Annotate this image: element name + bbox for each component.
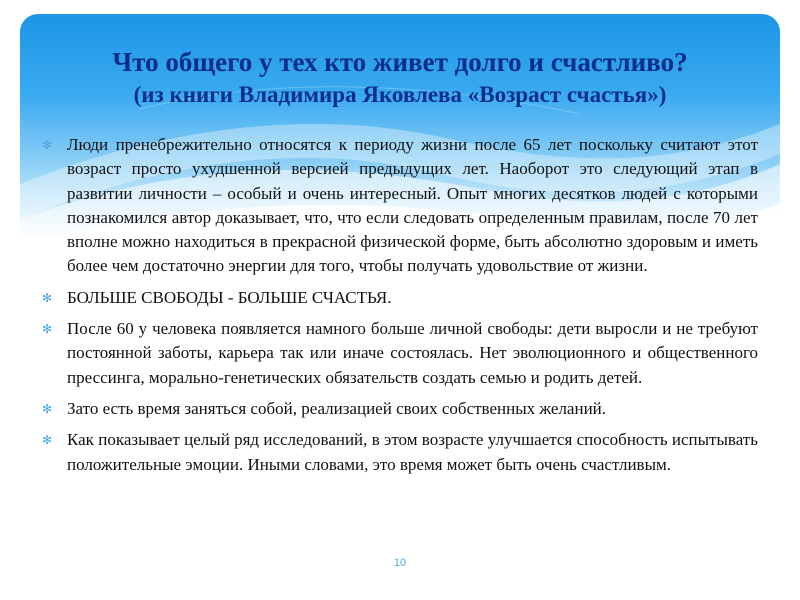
slide-title xyxy=(40,44,760,110)
asterisk-bullet-icon: ✻ xyxy=(42,401,53,416)
bullet-item xyxy=(42,397,758,421)
asterisk-bullet-icon: ✻ xyxy=(42,290,53,305)
bullet-text: Зато есть время заняться собой, реализацией своих собственных желаний. xyxy=(67,398,607,418)
bullet-text: БОЛЬШЕ СВОБОДЫ - БОЛЬШЕ СЧАСТЬЯ. xyxy=(67,287,392,307)
bullet-item xyxy=(42,286,758,310)
bullet-list xyxy=(42,133,758,484)
title-subtitle: (из книги Владимира Яковлева «Возраст счастья») xyxy=(133,82,667,107)
bullet-text: Люди пренебрежительно относятся к периоду жизни после 65 лет поскольку считают этот возраст просто ухудшенной версией предыдущих лет. Наоборот это следующий этап в развитии личности – особый и очень интересный. Опыт многих десятков людей с которыми познакомился автор доказывает, что, что если следовать определенным правилам, после 70 лет вполне можно находиться в прекрасной физической форме, быть абсолютно здоровым и иметь более чем достаточно энергии для того, чтобы получать удовольствие от жизни. xyxy=(67,135,758,276)
asterisk-bullet-icon: ✻ xyxy=(42,322,53,337)
bullet-item xyxy=(42,428,758,477)
page-number: 10 xyxy=(393,557,407,569)
asterisk-bullet-icon: ✻ xyxy=(42,138,53,152)
bullet-text: Как показывает целый ряд исследований, в этом возрасте улучшается способность испытывать положительные эмоции. Иными словами, это время может быть очень счастливым. xyxy=(67,430,758,474)
title-main: Что общего у тех кто живет долго и счастливо? xyxy=(112,47,688,77)
asterisk-bullet-icon: ✻ xyxy=(42,433,53,448)
bullet-item xyxy=(42,133,758,279)
bullet-item xyxy=(42,317,758,390)
bullet-text: После 60 у человека появляется намного больше личной свободы: дети выросли и не требуют постоянной заботы, карьера так или иначе состоялась. Нет эволюционного и общественного прессинга, морально-генетических обязательств создать семью и родить детей. xyxy=(67,319,758,387)
